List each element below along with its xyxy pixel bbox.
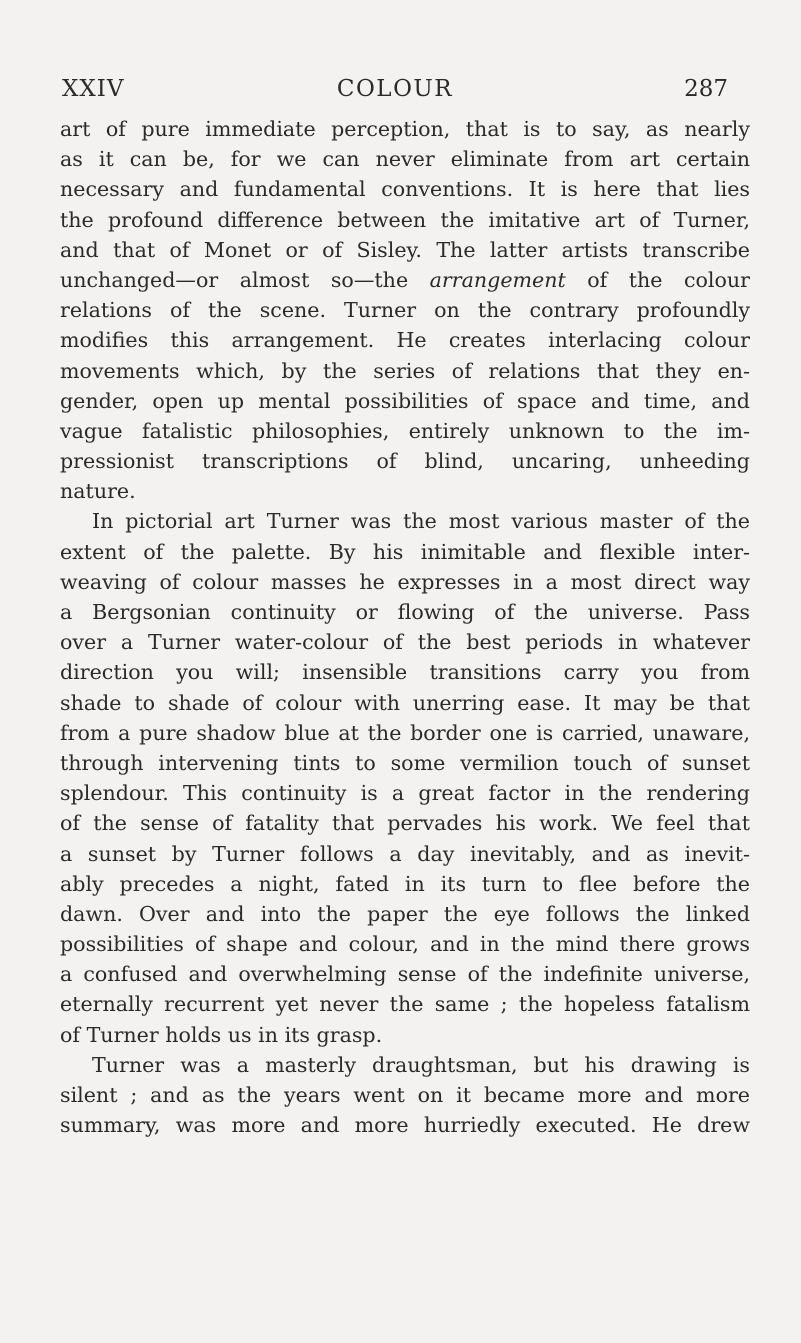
text-line: summary, was more and more hurriedly executed. He drew <box>60 1113 750 1138</box>
text-line: vague fatalistic philosophies, entirely unknown to the im- <box>60 418 750 443</box>
text-line: eternally recurrent yet never the same ; the hopeless fatalism <box>60 992 750 1017</box>
text-line: of Turner holds us in its grasp. <box>60 1022 383 1047</box>
text-line: direction you will; insensible transitions carry you from <box>60 660 750 685</box>
text-line: shade to shade of colour with unerring ease. It may be that <box>60 690 750 715</box>
text-line: gender, open up mental possibilities of space and time, and <box>60 388 750 413</box>
text-line: of the sense of fatality that pervades his work. We feel that <box>60 811 750 836</box>
text-line: modifies this arrangement. He creates interlacing colour <box>60 328 750 353</box>
text-line: dawn. Over and into the paper the eye follows the linked <box>60 901 750 926</box>
chapter-title: COLOUR <box>336 76 454 102</box>
chapter-number: XXIV <box>62 76 125 102</box>
text-line: over a Turner water-colour of the best periods in whatever <box>60 630 750 655</box>
text-line: movements which, by the series of relations that they en- <box>60 358 750 383</box>
text-line: relations of the scene. Turner on the contrary profoundly <box>60 298 750 323</box>
text-line: art of pure immediate perception, that is to say, as nearly <box>60 117 750 141</box>
text-line: ably precedes a night, fated in its turn to flee before the <box>60 871 750 896</box>
text-line: splendour. This continuity is a great factor in the rendering <box>60 781 750 806</box>
text-line: Turner was a masterly draughtsman, but his drawing is <box>92 1052 750 1077</box>
text-line: pressionist transcriptions of blind, uncaring, unheeding <box>60 449 750 474</box>
running-head <box>62 76 728 110</box>
text-line: silent ; and as the years went on it became more and more <box>60 1083 750 1107</box>
text-line: a sunset by Turner follows a day inevitably, and as inevit- <box>60 841 750 866</box>
text-line <box>60 265 750 295</box>
text-line: weaving of colour masses he expresses in a most direct way <box>60 569 750 594</box>
text-line: extent of the palette. By his inimitable and flexible inter- <box>60 539 750 564</box>
text-line: nature. <box>60 479 136 504</box>
text-line: as it can be, for we can never eliminate from art certain <box>60 147 750 172</box>
text-run: unchanged—or almost so—the <box>60 267 430 292</box>
text-line: necessary and fundamental conventions. It is here that lies <box>60 177 750 202</box>
body-text <box>60 114 750 1140</box>
page-number: 287 <box>684 76 728 102</box>
emphasized-word: arrangement <box>429 267 566 292</box>
text-run: of the colour <box>565 267 750 292</box>
text-line: possibilities of shape and colour, and in the mind there grows <box>60 932 750 957</box>
text-line: from a pure shadow blue at the border one is carried, unaware, <box>60 720 750 745</box>
text-line: a confused and overwhelming sense of the indefinite universe, <box>60 962 750 987</box>
text-line: through intervening tints to some vermilion touch of sunset <box>60 750 750 775</box>
text-line: a Bergsonian continuity or flowing of the universe. Pass <box>60 600 750 624</box>
text-line: and that of Monet or of Sisley. The latter artists transcribe <box>60 237 750 262</box>
text-line: In pictorial art Turner was the most various master of the <box>92 509 750 534</box>
text-line: the profound difference between the imitative art of Turner, <box>60 207 750 232</box>
